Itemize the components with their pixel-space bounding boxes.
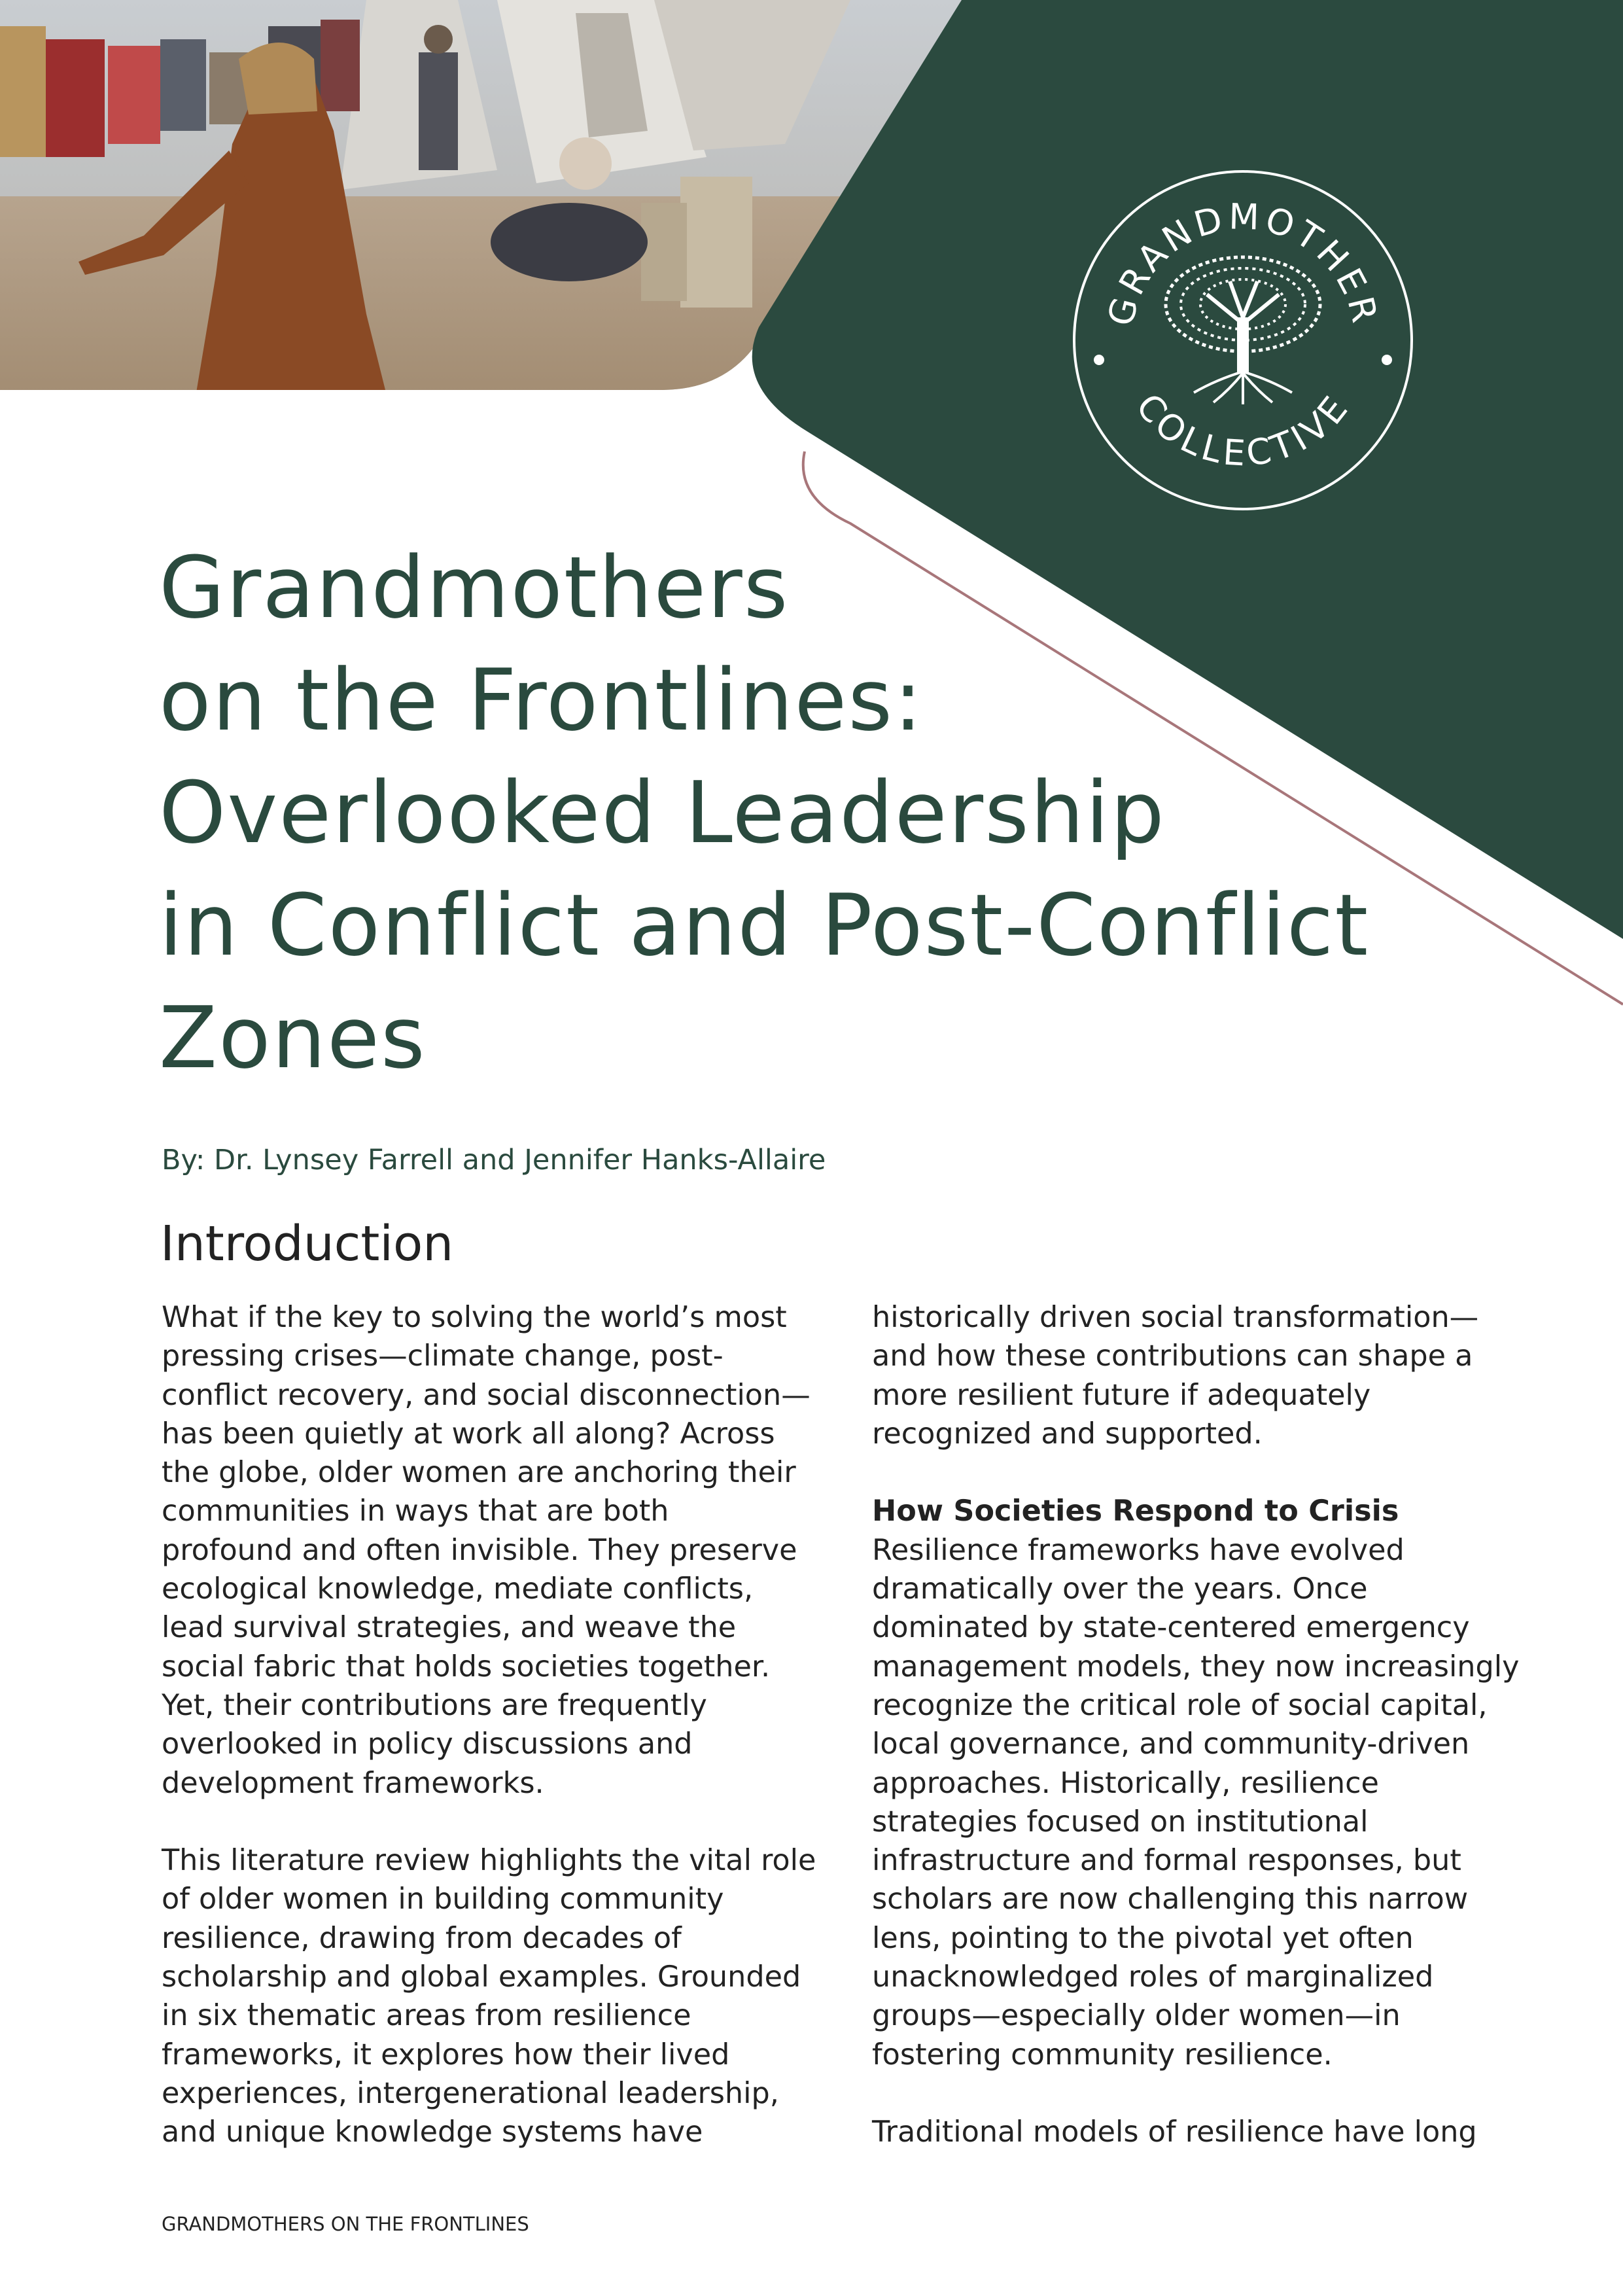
text-line: management models, they now increasingly xyxy=(872,1650,1520,1684)
subheading-crisis-response: How Societies Respond to Crisis xyxy=(872,1494,1399,1528)
paragraph xyxy=(872,2113,1526,2151)
text-line: historically driven social transformation— xyxy=(872,1301,1479,1334)
text-line: profound and often invisible. They preserve xyxy=(162,1533,797,1567)
document-title xyxy=(159,531,1369,1094)
text-line: resilience, drawing from decades of xyxy=(162,1921,682,1955)
paragraph-gap xyxy=(872,2074,1526,2113)
paragraph-gap xyxy=(872,1453,1526,1492)
text-line: strategies focused on institutional xyxy=(872,1805,1369,1839)
svg-text:COLLECTIVE: COLLECTIVE xyxy=(1128,385,1358,474)
text-line: local governance, and community-driven xyxy=(872,1727,1470,1761)
text-line: dominated by state-centered emergency xyxy=(872,1611,1470,1645)
text-line: and unique knowledge systems have xyxy=(162,2115,703,2149)
text-line: more resilient future if adequately xyxy=(872,1378,1371,1412)
title-line: Overlooked Leadership xyxy=(159,763,1166,862)
text-line: approaches. Historically, resilience xyxy=(872,1766,1379,1800)
text-line: scholarship and global examples. Grounded xyxy=(162,1960,801,1994)
title-line: Grandmothers xyxy=(159,538,790,637)
paragraph-gap xyxy=(162,1803,816,1841)
text-line: ecological knowledge, mediate conflicts, xyxy=(162,1572,754,1606)
text-line: recognized and supported. xyxy=(872,1417,1263,1451)
text-line: scholars are now challenging this narrow xyxy=(872,1882,1469,1916)
text-line: groups—especially older women—in xyxy=(872,1999,1401,2033)
text-line: unacknowledged roles of marginalized xyxy=(872,1960,1434,1994)
paragraph xyxy=(872,1298,1526,1453)
text-line: Resilience frameworks have evolved xyxy=(872,1533,1405,1567)
text-line: has been quietly at work all along? Across xyxy=(162,1417,775,1451)
text-line: fostering community resilience. xyxy=(872,2038,1333,2072)
text-line: conflict recovery, and social disconnection— xyxy=(162,1378,811,1412)
text-line: recognize the critical role of social capital, xyxy=(872,1688,1488,1722)
paragraph xyxy=(162,1298,816,1803)
text-line: Yet, their contributions are frequently xyxy=(162,1688,707,1722)
right-column xyxy=(872,1298,1526,2152)
text-line: This literature review highlights the vital role xyxy=(162,1844,816,1878)
text-line: infrastructure and formal responses, but xyxy=(872,1844,1461,1878)
text-line: and how these contributions can shape a xyxy=(872,1339,1473,1373)
text-line: experiences, intergenerational leadership, xyxy=(162,2076,779,2110)
text-line: of older women in building community xyxy=(162,1882,724,1916)
paragraph xyxy=(872,1531,1526,2074)
text-line: social fabric that holds societies together. xyxy=(162,1650,771,1684)
text-line: What if the key to solving the world’s most xyxy=(162,1301,787,1334)
grandmother-collective-logo xyxy=(1066,164,1420,517)
text-line: communities in ways that are both xyxy=(162,1494,669,1528)
byline: By: Dr. Lynsey Farrell and Jennifer Hanks-Allaire xyxy=(162,1144,826,1176)
text-line: dramatically over the years. Once xyxy=(872,1572,1368,1606)
section-heading-introduction: Introduction xyxy=(160,1216,454,1272)
left-column xyxy=(162,1298,816,2152)
title-line: in Conflict and Post-Conflict xyxy=(159,875,1370,975)
text-line: overlooked in policy discussions and xyxy=(162,1727,693,1761)
text-line: in six thematic areas from resilience xyxy=(162,1999,691,2033)
text-line: frameworks, it explores how their lived xyxy=(162,2038,730,2072)
text-line: the globe, older women are anchoring their xyxy=(162,1456,796,1490)
running-footer: GRANDMOTHERS ON THE FRONTLINES xyxy=(162,2213,529,2235)
paragraph xyxy=(162,1841,816,2151)
text-line: Traditional models of resilience have long xyxy=(872,2115,1477,2149)
title-line: Zones xyxy=(159,988,427,1087)
title-line: on the Frontlines: xyxy=(159,650,924,750)
text-line: pressing crises—climate change, post- xyxy=(162,1339,724,1373)
text-line: lens, pointing to the pivotal yet often xyxy=(872,1921,1414,1955)
svg-text:GRANDMOTHER: GRANDMOTHER xyxy=(1099,196,1386,330)
tree-icon xyxy=(1166,257,1320,404)
text-line: development frameworks. xyxy=(162,1766,544,1800)
text-line: lead survival strategies, and weave the xyxy=(162,1611,737,1645)
